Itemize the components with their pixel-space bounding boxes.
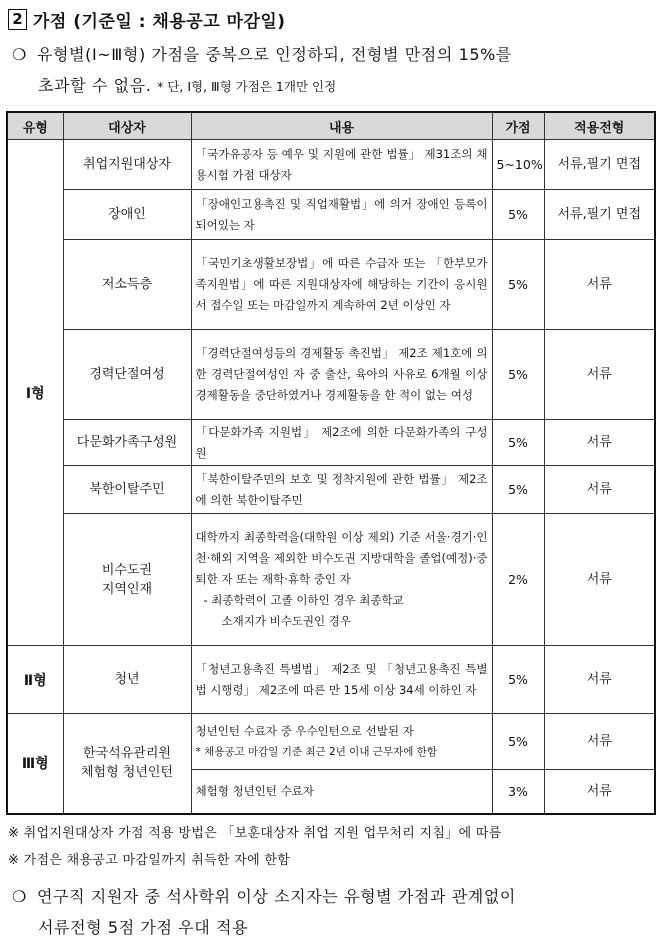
target-cell: 청년 xyxy=(63,646,191,714)
target-cell: 장애인 xyxy=(63,190,191,240)
points-cell: 2% xyxy=(492,514,544,646)
apply-cell: 서류 xyxy=(544,330,655,420)
content-cell: 「국가유공자 등 예우 및 지원에 관한 법률」 제31조의 채용시험 가점 대상자 xyxy=(191,140,492,190)
bullet1-line1: 유형별(Ⅰ~Ⅲ형) 가점을 중복으로 인정하되, 전형별 만점의 15%를 xyxy=(36,45,512,64)
apply-cell: 서류,필기 면접 xyxy=(544,140,655,190)
points-cell: 5% xyxy=(492,646,544,714)
type-cell: Ⅰ형 xyxy=(7,140,63,646)
content-main: 청년인턴 수료자 중 우수인턴으로 선발된 자 xyxy=(195,723,414,738)
content-cell xyxy=(191,714,492,770)
bullet1-continuation xyxy=(38,73,336,96)
apply-cell: 서류 xyxy=(544,420,655,466)
apply-cell: 서류 xyxy=(544,714,655,770)
section-number: 2 xyxy=(8,9,27,30)
points-cell: 5~10% xyxy=(492,140,544,190)
points-cell: 5% xyxy=(492,190,544,240)
table-header-row xyxy=(7,112,655,140)
content-cell: 「경력단절여성등의 경제활동 촉진법」 제2조 제1호에 의한 경력단절여성인 자 중 출산, 육아의 사유로 6개월 이상 경제활동을 중단하였거나 경제활동을 한 적이 없는 여성 xyxy=(191,330,492,420)
bullet2-line1: 연구직 지원자 중 석사학위 이상 소지자는 유형별 가점과 관계없이 xyxy=(36,887,516,906)
content-cell: 「국민기초생활보장법」에 따른 수급자 또는 「한부모가족지원법」에 따른 지원대상자에 해당하는 기간이 응시원서 접수일 또는 마감일까지 계속하여 2년 이상인 자 xyxy=(191,240,492,330)
points-cell: 5% xyxy=(492,466,544,514)
type-cell: Ⅲ형 xyxy=(7,714,63,814)
table-row xyxy=(7,714,655,770)
target-cell: 다문화가족구성원 xyxy=(63,420,191,466)
table-row xyxy=(7,140,655,190)
content-cell xyxy=(191,514,492,646)
bullet1-line2-main: 초과할 수 없음. xyxy=(38,76,152,95)
content-cell: 「장애인고용촉진 및 직업재활법」에 의거 장애인 등록이 되어있는 자 xyxy=(191,190,492,240)
bonus-points-table xyxy=(6,111,656,815)
circle-bullet-icon: ❍ xyxy=(12,45,27,64)
table-row xyxy=(7,466,655,514)
bullet-paragraph-1 xyxy=(12,40,512,69)
apply-cell: 서류 xyxy=(544,466,655,514)
target-cell: 경력단절여성 xyxy=(63,330,191,420)
footnote: ※ 취업지원대상자 가점 적용 방법은 「보훈대상자 취업 지원 업무처리 지침」에 따름 xyxy=(8,826,502,841)
bullet-paragraph-2 xyxy=(12,881,516,912)
points-cell: 5% xyxy=(492,714,544,770)
points-cell: 3% xyxy=(492,770,544,814)
content-sub-line: 소재지가 비수도권인 경우 xyxy=(221,614,352,628)
footnote: ※ 가점은 채용공고 마감일까지 취득한 자에 한함 xyxy=(8,853,291,868)
section-title xyxy=(8,7,286,32)
content-cell: 체험형 청년인턴 수료자 xyxy=(191,770,492,814)
circle-bullet-icon: ❍ xyxy=(12,887,27,906)
target-cell: 취업지원대상자 xyxy=(63,140,191,190)
header-content: 내용 xyxy=(191,112,492,140)
apply-cell: 서류,필기 면접 xyxy=(544,190,655,240)
header-target: 대상자 xyxy=(63,112,191,140)
header-type: 유형 xyxy=(7,112,63,140)
apply-cell: 서류 xyxy=(544,646,655,714)
section-title-text: 가점 (기준일 : 채용공고 마감일) xyxy=(33,12,286,32)
points-cell: 5% xyxy=(492,420,544,466)
table-row xyxy=(7,330,655,420)
header-points: 가점 xyxy=(492,112,544,140)
table-row xyxy=(7,190,655,240)
content-cell: 「다문화가족 지원법」 제2조에 의한 다문화가족의 구성원 xyxy=(191,420,492,466)
target-line: 지역인재 xyxy=(101,581,153,597)
target-line: 비수도권 xyxy=(101,562,153,578)
points-cell: 5% xyxy=(492,240,544,330)
target-cell xyxy=(63,514,191,646)
content-note: * 채용공고 마감일 기준 최근 2년 이내 근무자에 한함 xyxy=(195,745,437,758)
content-sub-line: - 최종학력이 고졸 이하인 경우 최종학교 xyxy=(203,593,404,607)
apply-cell: 서류 xyxy=(544,240,655,330)
table-row xyxy=(7,420,655,466)
type-cell: Ⅱ형 xyxy=(7,646,63,714)
points-cell: 5% xyxy=(492,330,544,420)
bullet2-line2: 서류전형 5점 가점 우대 적용 xyxy=(38,918,249,937)
target-line: 체험형 청년인턴 xyxy=(80,765,174,781)
bullet1-line2-note: * 단, Ⅰ형, Ⅲ형 가점은 1개만 인정 xyxy=(157,79,337,94)
target-line: 한국석유관리원 xyxy=(83,746,171,762)
table-row xyxy=(7,240,655,330)
table-row xyxy=(7,646,655,714)
content-cell: 「북한이탈주민의 보호 및 정착지원에 관한 법률」 제2조에 의한 북한이탈주민 xyxy=(191,466,492,514)
apply-cell: 서류 xyxy=(544,514,655,646)
target-cell xyxy=(63,714,191,814)
content-main: 대학까지 최종학력을(대학원 이상 제외) 기준 서울·경기·인천·해외 지역을 제외한 비수도권 지방대학을 졸업(예정)·중퇴한 자 또는 재학·휴학 중인 자 xyxy=(195,530,488,586)
content-cell: 「청년고용촉진 특별법」 제2조 및 「청년고용촉진 특별법 시행령」 제2조에 따른 만 15세 이상 34세 이하인 자 xyxy=(191,646,492,714)
target-cell: 북한이탈주민 xyxy=(63,466,191,514)
apply-cell: 서류 xyxy=(544,770,655,814)
target-cell: 저소득층 xyxy=(63,240,191,330)
table-row xyxy=(7,514,655,646)
header-apply: 적용전형 xyxy=(544,112,655,140)
